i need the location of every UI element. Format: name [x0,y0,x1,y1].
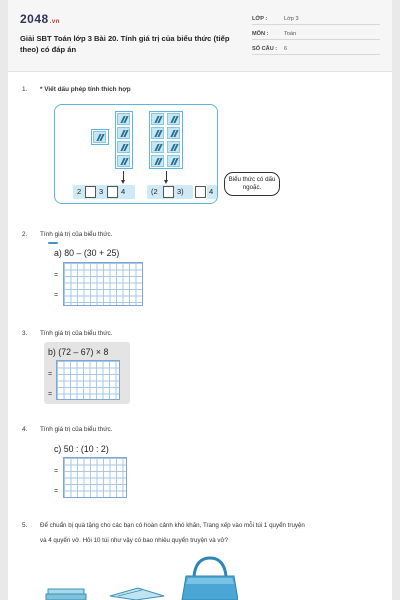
meta-question-count: SỐ CÂU : 6 [252,43,380,55]
equals-sign: = [54,488,59,495]
operator-blank[interactable] [195,186,206,198]
pencil-pack-icon [167,155,180,167]
notebook-icon [110,588,164,600]
q2-instruction: Tính giá trị của biểu thức. [40,231,113,238]
q1-figure [54,104,218,204]
q4-number: 4. [22,426,28,433]
q3-number: 3. [22,330,28,337]
equals-sign: = [54,292,59,299]
book-stack-icon [46,589,86,600]
answer-grid[interactable] [63,457,127,498]
answer-grid[interactable] [63,262,143,306]
equals-sign: = [48,391,53,398]
expression-right: (2 3) [147,185,193,199]
q2-number: 2. [22,231,28,238]
document-page [8,0,392,600]
expression-right-tail: 4 [207,185,217,199]
gift-bags-illustration [38,556,238,600]
q3-instruction: Tính giá trị của biểu thức. [40,330,113,337]
pencil-pack-icon [117,113,130,125]
equals-sign: = [54,272,59,279]
single-pack [91,129,109,145]
page-header [8,0,392,72]
meta-grade: LỚP : Lớp 3 [252,13,380,25]
expression-left: 2 3 4 [73,185,135,199]
pack-column-1 [115,111,133,169]
pencil-pack-icon [167,141,180,153]
shopping-bag-icon [182,558,238,600]
equals-sign: = [54,468,59,475]
q3-expression: b) (72 – 67) × 8 [48,347,109,357]
pencil-pack-icon [117,127,130,139]
q4-instruction: Tính giá trị của biểu thức. [40,426,113,433]
pencil-pack-icon [151,127,164,139]
pack-grid-2x4 [149,111,183,169]
equals-sign: = [48,371,53,378]
pencil-pack-icon [167,113,180,125]
q5-text-line2: và 4 quyển vở. Hỏi 10 túi như vậy có bao nhiêu quyển truyện và vở? [40,537,229,544]
pencil-pack-icon [117,141,130,153]
operator-blank[interactable] [163,186,174,198]
q1-number: 1. [22,86,28,93]
operator-blank[interactable] [85,186,96,198]
highlight-mark [48,242,58,244]
site-logo[interactable]: 2048.vn [20,12,60,26]
operator-blank[interactable] [107,186,118,198]
arrow-down-icon [123,171,124,181]
q4-expression: c) 50 : (10 : 2) [54,444,109,454]
q1-instruction: * Viết dấu phép tính thích hợp [40,86,131,93]
pencil-pack-icon [151,113,164,125]
pencil-pack-icon [117,155,130,167]
q5-text-line1: Để chuẩn bị quà tặng cho các bạn có hoàn cảnh khó khăn, Trang xếp vào mỗi túi 1 quyển truyện [40,522,305,529]
pencil-pack-icon [93,131,106,143]
pencil-pack-icon [151,141,164,153]
q5-number: 5. [22,522,28,529]
arrow-down-icon [166,171,167,181]
page-title: Giải SBT Toán lớp 3 Bài 20. Tính giá trị của biểu thức (tiếp theo) có đáp án [20,34,230,54]
answer-grid[interactable] [56,360,120,400]
pencil-pack-icon [151,155,164,167]
q2-expression: a) 80 – (30 + 25) [54,248,120,258]
pencil-pack-icon [167,127,180,139]
note-bubble: Biểu thức có dấu ngoặc. [224,172,280,196]
meta-subject: MÔN : Toán [252,28,380,40]
